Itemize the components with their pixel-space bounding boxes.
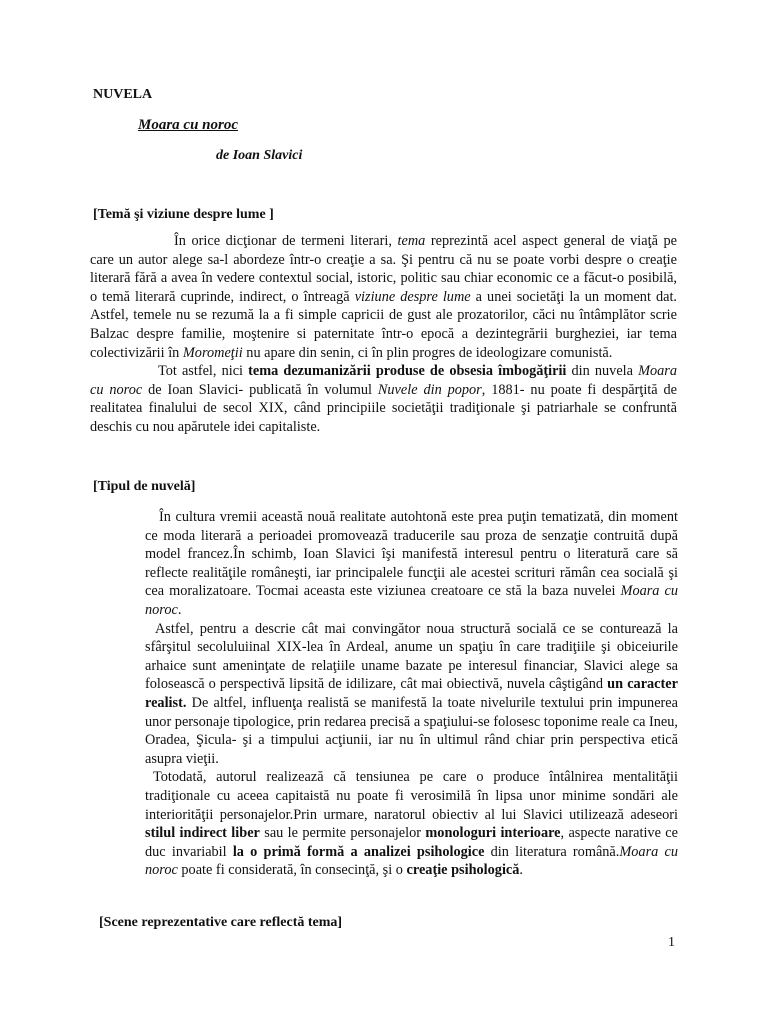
document-heading: NUVELA bbox=[93, 87, 153, 102]
text-run: . bbox=[519, 862, 523, 879]
bold-text: tema dezumanizării produse de obsesia îmbogăţirii bbox=[248, 363, 567, 380]
emphasis-text: Moromeţii bbox=[182, 344, 243, 361]
text-run: sau le permite personajelor bbox=[259, 825, 426, 842]
emphasis-text: viziune despre lume bbox=[354, 288, 471, 305]
emphasis-text: Moara cu noroc bbox=[90, 363, 678, 398]
paragraph bbox=[145, 508, 678, 620]
text-run: Astfel, pentru a descrie cât mai convingător noua structură socială ce se conturează la sfârşitul secolului bbox=[145, 620, 678, 656]
text-run: nu apare din senin, ci în plin progres de ideologizare comunistă. bbox=[242, 344, 613, 361]
text-run: , aspecte narative ce duc invariabil bbox=[145, 825, 678, 860]
emphasis-text: tema bbox=[397, 233, 426, 249]
text-run: reprezintă acel aspect general de viaţă pe care un autor alege sa-l abordeze într-o creaţie a sa. Şi pentru că nu se poate vorbi despre o creaţie literară fără a avea în vedere contextul social, istoric, politic sau chiar economic ce a făcut-o posibilă, o temă literară cuprinde, indirect, o întreagă bbox=[90, 233, 677, 305]
text-run: În orice dicţionar de termeni literari, bbox=[174, 233, 398, 249]
section-heading-tema: [Temă şi viziune despre lume ] bbox=[93, 207, 274, 222]
text-run: poate fi considerată, în consecinţă, şi o bbox=[177, 862, 407, 879]
section-tipul-body bbox=[145, 508, 678, 880]
emphasis-text: Moara cu noroc bbox=[145, 843, 678, 879]
emphasis-text: Moara cu noroc bbox=[145, 583, 678, 618]
text-run: Tot astfel, nici bbox=[158, 363, 249, 380]
bold-text: un caracter realist. bbox=[145, 676, 678, 711]
text-run: inal XIX-lea în Ardeal, anume un spaţiu în care tradiţiile şi obiceiurile arhaice sunt ameninţate de relaţiile uname bazate pe interesul financiar, Slavici alege sa folosească o perspectivă lipsită de idilizare, cât mai obiectivă, nuvela câştigând bbox=[145, 639, 678, 693]
paragraph bbox=[145, 768, 678, 880]
text-run: . bbox=[177, 601, 182, 618]
bold-text: creaţie psihologică bbox=[406, 862, 520, 879]
paragraph bbox=[90, 232, 677, 362]
text-run: , 1881- nu poate fi despărţită de realitatea finalului de secol XIX, când principiile societăţii tradiţionale şi patriarhale se confruntă deschis cu nou apărutele idei capitaliste. bbox=[90, 381, 677, 435]
bold-text: la o primă formă a analizei psihologice bbox=[232, 843, 485, 860]
page-number: 1 bbox=[668, 935, 675, 950]
document-title: Moara cu noroc bbox=[138, 117, 239, 133]
paragraph bbox=[145, 620, 678, 769]
text-run: de Ioan Slavici- publicată în volumul bbox=[142, 381, 378, 398]
section-heading-scene: [Scene reprezentative care reflectă tema] bbox=[99, 915, 343, 930]
emphasis-text: Nuvele din popor bbox=[377, 381, 482, 398]
text-run: a unei societăţi la un moment dat. Astfel, temele nu se rezumă la a fi simple capricii de gust ale prozatorilor, căci nu întâmplător scrie Balzac despre familie, moştenire si paternitate într-o epocă a dezintegrării burgheziei, iar tema colectivizării în bbox=[90, 288, 677, 361]
text-run: În cultura vremii această nouă realitate autohtonă este prea puţin tematizată, din moment ce moda literară a perioadei promovează traducerile sau proza de senzaţie contruită după model francez.În schimb, Ioan Slavici îşi manifestă interesul pentru o literatură care să reflecte realităţile româneşti, iar principalele funcţii ale acestei scrituri rămân cea socială şi cea moralizatoare. Tocmai aceasta este viziunea creatoare ce stă la baza nuvelei bbox=[145, 509, 678, 600]
bold-text: stilul indirect liber bbox=[145, 825, 260, 842]
paragraph bbox=[90, 362, 677, 436]
text-run: din nuvela bbox=[566, 363, 639, 380]
text-run: Totodată, autorul realizează că tensiunea pe care o produce întâlnirea mentalităţii tradiţionale cu aceea capitaistă nu poate fi verosimilă în lipsa unor minime sondări ale interiorităţii personajelor.Prin urmare, naratorul obiectiv al lui Slavici utilizează adeseori bbox=[145, 769, 678, 823]
text-run: din literatura română. bbox=[484, 843, 620, 860]
section-heading-tipul: [Tipul de nuvelă] bbox=[93, 479, 196, 494]
document-author: de Ioan Slavici bbox=[216, 148, 303, 163]
bold-text: monologuri interioare bbox=[425, 825, 561, 842]
section-tema-body bbox=[90, 232, 677, 437]
text-run: De altfel, influenţa realistă se manifestă la toate nivelurile textului prin impunerea unor personaje tipologice, prin redarea precisă a spaţiului-se folosesc toponime reale ca Ineu, Oradea, Şicula- şi a timpului acţiunii, iar nu în ultimul rând chiar prin perspectiva etică asupra vieţii. bbox=[145, 694, 678, 767]
